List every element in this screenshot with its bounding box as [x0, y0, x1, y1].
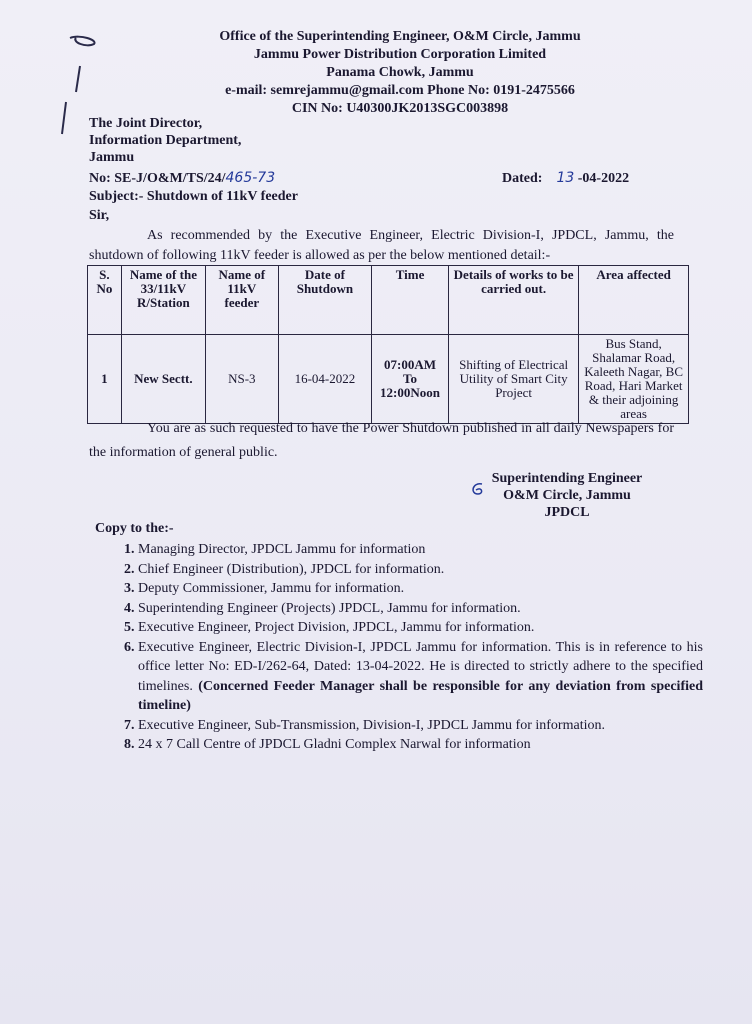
addressee-line: Information Department,: [89, 133, 242, 148]
cell-station: New Sectt.: [121, 335, 205, 424]
dated-suffix: -04-2022: [577, 171, 630, 186]
addressee-line: The Joint Director,: [89, 116, 203, 131]
cell-feeder: NS-3: [205, 335, 278, 424]
header-sno: S. No: [88, 266, 122, 335]
time-from: 07:00AM: [384, 357, 437, 372]
shutdown-table: [87, 265, 689, 424]
copy-6-text: Executive Engineer, Electric Division-I, JPDCL Jammu for information. This is in reference to his office letter No: ED-I/262-64, Dated: 13-04-2022. He is directed to strictly adhere to the specified timelines.: [138, 639, 703, 694]
time-to: 12:00Noon: [380, 385, 440, 400]
reference-number: [89, 170, 275, 187]
addressee-line: Jammu: [89, 150, 135, 165]
header-feeder: Name of 11kV feeder: [205, 266, 278, 335]
letterhead: [150, 28, 650, 118]
letterhead-office: Office of the Superintending Engineer, O&M Circle, Jammu: [219, 29, 581, 44]
dated-label: Dated:: [502, 171, 543, 186]
list-item: 8. 24 x 7 Call Centre of JPDCL Gladni Complex Narwal for information: [138, 735, 703, 755]
signature-circle: O&M Circle, Jammu: [503, 488, 631, 503]
copy-list: [110, 540, 703, 755]
addressee-block: [89, 115, 241, 166]
signature-title: Superintending Engineer: [491, 471, 643, 486]
cell-time: [372, 335, 449, 424]
letterhead-cin: CIN No: U40300JK2013SGC003898: [291, 101, 509, 116]
request-paragraph: You are as such requested to have the Power Shutdown published in all daily Newspapers for the information of general public.: [89, 421, 674, 460]
reference-number-handwritten: 465-73: [225, 170, 276, 186]
list-item: 5. Executive Engineer, Project Division, JPDCL, Jammu for information.: [138, 618, 703, 638]
table-row: [88, 335, 689, 424]
copy-6-bold-note: (Concerned Feeder Manager shall be responsible for any deviation from specified timeline): [138, 678, 703, 713]
salutation: Sir,: [89, 208, 110, 223]
list-item: 3. Deputy Commissioner, Jammu for information.: [138, 579, 703, 599]
cell-sno: 1: [88, 335, 122, 424]
time-to-label: To: [403, 371, 418, 386]
letterhead-contact: e-mail: semrejammu@gmail.com Phone No: 0191-2475566: [225, 83, 575, 98]
list-item: [138, 638, 703, 716]
list-item: 4. Superintending Engineer (Projects) JPDCL, Jammu for information.: [138, 599, 703, 619]
reference-number-label: No: SE-J/O&M/TS/24/: [89, 171, 226, 186]
header-area: Area affected: [579, 266, 689, 335]
header-works: Details of works to be carried out.: [448, 266, 578, 335]
dated: [502, 170, 629, 187]
cell-works: Shifting of Electrical Utility of Smart City Project: [448, 335, 578, 424]
subject-line: Subject:- Shutdown of 11kV feeder: [89, 189, 298, 204]
list-item: 2. Chief Engineer (Distribution), JPDCL for information.: [138, 560, 703, 580]
intro-paragraph: As recommended by the Executive Engineer, Electric Division-I, JPDCL, Jammu, the shutdown of following 11kV feeder is allowed as per the below mentioned detail:-: [89, 228, 674, 263]
signature-block: [482, 470, 652, 521]
signature-org: JPDCL: [544, 505, 590, 520]
dated-handwritten-day: 13: [556, 170, 575, 186]
cell-date: 16-04-2022: [278, 335, 371, 424]
table-header-row: [88, 266, 689, 335]
letterhead-location: Panama Chowk, Jammu: [326, 65, 474, 80]
header-time: Time: [372, 266, 449, 335]
list-item: 1. Managing Director, JPDCL Jammu for information: [138, 540, 703, 560]
letterhead-company: Jammu Power Distribution Corporation Limited: [253, 47, 547, 62]
cell-area: Bus Stand, Shalamar Road, Kaleeth Nagar, BC Road, Hari Market & their adjoining areas: [579, 335, 689, 424]
list-item: 7. Executive Engineer, Sub-Transmission, Division-I, JPDCL Jammu for information.: [138, 716, 703, 736]
header-station: Name of the 33/11kV R/Station: [121, 266, 205, 335]
header-date: Date of Shutdown: [278, 266, 371, 335]
copy-to-heading: Copy to the:-: [95, 521, 174, 536]
